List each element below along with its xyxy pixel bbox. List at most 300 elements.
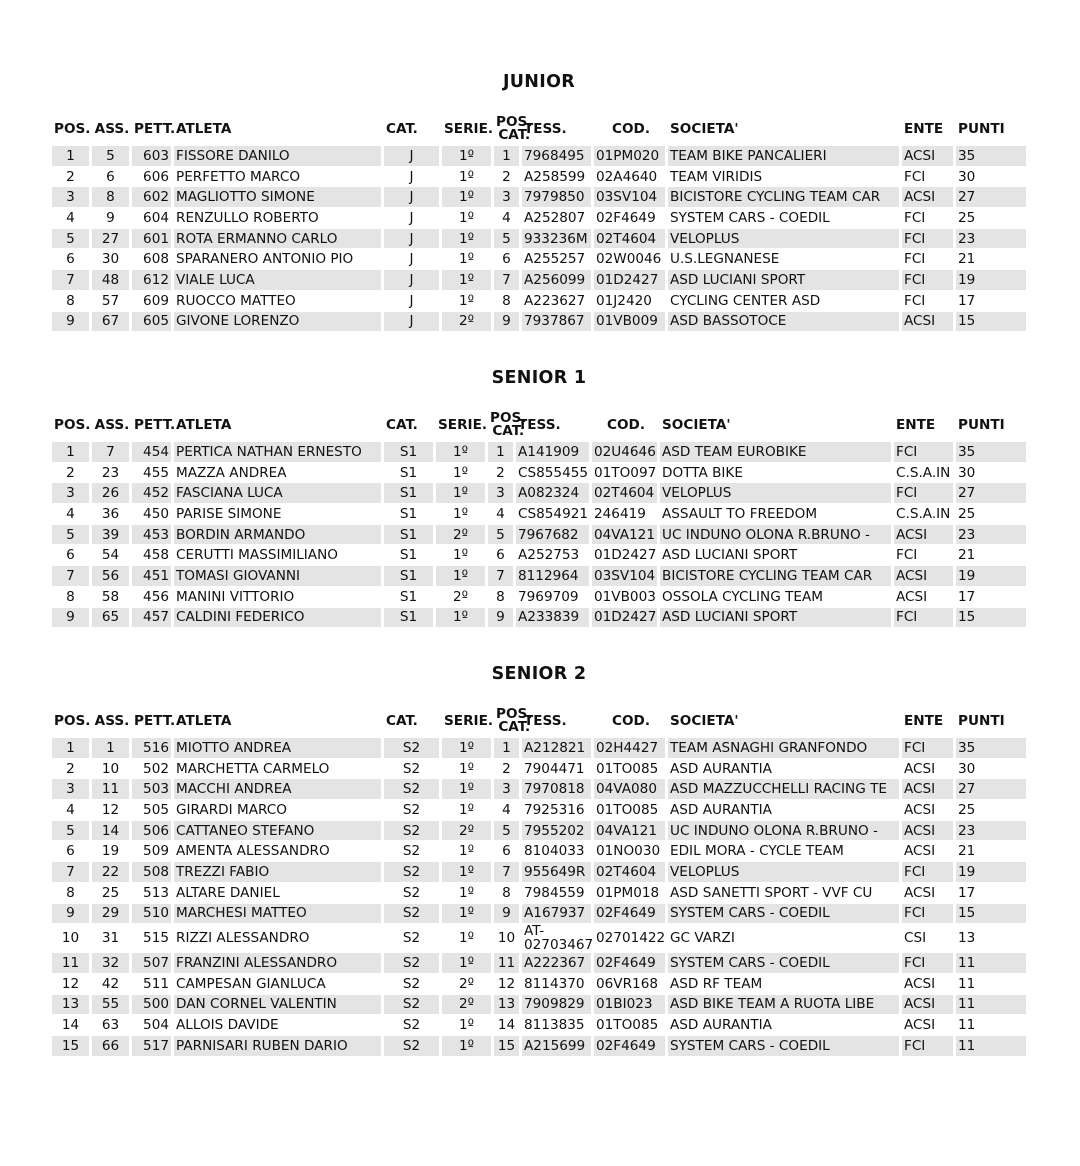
- pos-cell: 4: [52, 800, 92, 821]
- pett-cell: 506: [132, 821, 174, 842]
- serie-cell: 1º: [442, 146, 494, 167]
- punti-cell: 21: [956, 249, 1026, 270]
- punti-cell: 30: [956, 759, 1026, 780]
- punti-cell: 19: [956, 862, 1026, 883]
- table-row: [52, 759, 1026, 780]
- pos-cat-cell: 2: [494, 167, 522, 188]
- societa-cell: TEAM BIKE PANCALIERI: [668, 146, 902, 167]
- cod-cell: 01PM018: [594, 883, 668, 904]
- serie-cell: 2º: [442, 821, 494, 842]
- punti-cell: 21: [956, 545, 1026, 566]
- ass-cell: 42: [92, 974, 132, 995]
- ass-cell: 26: [92, 483, 132, 504]
- header-serie: SERIE.: [444, 121, 494, 137]
- societa-cell: VELOPLUS: [660, 483, 894, 504]
- pos-cat-cell: 8: [488, 587, 516, 608]
- pos-cell: 14: [52, 1015, 92, 1036]
- pos-cat-cell: 13: [494, 995, 522, 1016]
- atleta-cell: AMENTA ALESSANDRO: [174, 841, 384, 862]
- tess-cell: 8114370: [522, 974, 594, 995]
- punti-cell: 27: [956, 187, 1026, 208]
- pos-cat-cell: 1: [488, 442, 516, 463]
- pett-cell: 457: [132, 608, 174, 629]
- table-row: [52, 167, 1026, 188]
- table-row: [52, 862, 1026, 883]
- punti-cell: 11: [956, 953, 1026, 974]
- societa-cell: SYSTEM CARS - COEDIL: [668, 953, 902, 974]
- table-row: [52, 587, 1026, 608]
- cod-cell: 02U4646: [592, 442, 660, 463]
- atleta-cell: PARISE SIMONE: [174, 504, 384, 525]
- tess-cell: 7904471: [522, 759, 594, 780]
- header-ass: ASS.: [94, 713, 130, 729]
- header-pos-cat-line1: POS.: [496, 706, 533, 722]
- pos-cell: 2: [52, 167, 92, 188]
- societa-cell: ASD SANETTI SPORT - VVF CU: [668, 883, 902, 904]
- ass-cell: 5: [92, 146, 132, 167]
- societa-cell: SYSTEM CARS - COEDIL: [668, 904, 902, 925]
- cod-cell: 01TO085: [594, 800, 668, 821]
- punti-cell: 25: [956, 800, 1026, 821]
- ente-cell: C.S.A.IN: [894, 504, 956, 525]
- pos-cat-cell: 4: [488, 504, 516, 525]
- pett-cell: 504: [132, 1015, 174, 1036]
- header-pett: PETT.: [134, 417, 176, 433]
- ass-cell: 11: [92, 779, 132, 800]
- pos-cat-cell: 10: [494, 924, 522, 953]
- header-punti: PUNTI: [958, 417, 1005, 433]
- pos-cell: 6: [52, 249, 92, 270]
- pos-cell: 8: [52, 883, 92, 904]
- tess-cell: 8113835: [522, 1015, 594, 1036]
- punti-cell: 27: [956, 483, 1026, 504]
- pos-cat-cell: 5: [488, 525, 516, 546]
- tess-cell: 7984559: [522, 883, 594, 904]
- punti-cell: 15: [956, 608, 1026, 629]
- pett-cell: 509: [132, 841, 174, 862]
- serie-cell: 1º: [442, 1015, 494, 1036]
- pos-cell: 5: [52, 821, 92, 842]
- cat-cell: S2: [384, 759, 442, 780]
- societa-cell: ASD AURANTIA: [668, 1015, 902, 1036]
- serie-cell: 1º: [442, 229, 494, 250]
- tess-cell: A255257: [522, 249, 594, 270]
- ass-cell: 55: [92, 995, 132, 1016]
- pos-cell: 1: [52, 442, 92, 463]
- serie-cell: 1º: [442, 738, 494, 759]
- ente-cell: FCI: [902, 249, 956, 270]
- section-title: SENIOR 1: [491, 368, 587, 388]
- serie-cell: 1º: [436, 608, 488, 629]
- ente-cell: FCI: [902, 1036, 956, 1057]
- serie-cell: 1º: [442, 208, 494, 229]
- ente-cell: FCI: [902, 862, 956, 883]
- ass-cell: 57: [92, 291, 132, 312]
- pos-cat-cell: 1: [494, 738, 522, 759]
- ass-cell: 56: [92, 566, 132, 587]
- cod-cell: 01NO030: [594, 841, 668, 862]
- header-societa: SOCIETA': [662, 417, 731, 433]
- table-row: [52, 1015, 1026, 1036]
- cat-cell: S2: [384, 800, 442, 821]
- header-societa: SOCIETA': [670, 121, 739, 137]
- pos-cell: 11: [52, 953, 92, 974]
- pett-cell: 450: [132, 504, 174, 525]
- atleta-cell: CAMPESAN GIANLUCA: [174, 974, 384, 995]
- pos-cat-cell: 7: [488, 566, 516, 587]
- ente-cell: FCI: [902, 270, 956, 291]
- pos-cat-cell: 7: [494, 270, 522, 291]
- header-cod: COD.: [607, 417, 645, 433]
- societa-cell: ASD AURANTIA: [668, 800, 902, 821]
- header-cat: CAT.: [386, 121, 418, 137]
- cat-cell: S2: [384, 738, 442, 759]
- ass-cell: 31: [92, 924, 132, 953]
- pos-cat-cell: 4: [494, 800, 522, 821]
- table-row: [52, 270, 1026, 291]
- results-table: [52, 408, 1026, 628]
- pos-cat-cell: 3: [494, 779, 522, 800]
- header-ente: ENTE: [904, 121, 944, 137]
- header-tess: TESS.: [524, 713, 567, 729]
- pos-cell: 5: [52, 525, 92, 546]
- tess-cell: 8112964: [516, 566, 592, 587]
- cat-cell: S2: [384, 904, 442, 925]
- ass-cell: 19: [92, 841, 132, 862]
- ente-cell: FCI: [902, 953, 956, 974]
- societa-cell: EDIL MORA - CYCLE TEAM: [668, 841, 902, 862]
- ente-cell: ACSI: [902, 841, 956, 862]
- societa-cell: ASD TEAM EUROBIKE: [660, 442, 894, 463]
- ass-cell: 48: [92, 270, 132, 291]
- cat-cell: J: [384, 146, 442, 167]
- pos-cell: 9: [52, 312, 92, 333]
- table-row: [52, 291, 1026, 312]
- atleta-cell: VIALE LUCA: [174, 270, 384, 291]
- pos-cat-cell: 4: [494, 208, 522, 229]
- ass-cell: 36: [92, 504, 132, 525]
- ass-cell: 14: [92, 821, 132, 842]
- pett-cell: 513: [132, 883, 174, 904]
- ass-cell: 7: [92, 442, 132, 463]
- cat-cell: S1: [384, 608, 436, 629]
- pett-cell: 452: [132, 483, 174, 504]
- pos-cell: 7: [52, 862, 92, 883]
- pos-cell: 9: [52, 608, 92, 629]
- ass-cell: 32: [92, 953, 132, 974]
- punti-cell: 13: [956, 924, 1026, 953]
- pett-cell: 608: [132, 249, 174, 270]
- header-pos-cat: [494, 704, 533, 738]
- pett-cell: 505: [132, 800, 174, 821]
- pett-cell: 612: [132, 270, 174, 291]
- table-row: [52, 953, 1026, 974]
- societa-cell: ASD BIKE TEAM A RUOTA LIBE: [668, 995, 902, 1016]
- societa-cell: VELOPLUS: [668, 862, 902, 883]
- atleta-cell: FISSORE DANILO: [174, 146, 384, 167]
- ente-cell: FCI: [902, 904, 956, 925]
- serie-cell: 1º: [442, 924, 494, 953]
- atleta-cell: MAGLIOTTO SIMONE: [174, 187, 384, 208]
- cat-cell: S1: [384, 525, 436, 546]
- serie-cell: 1º: [442, 759, 494, 780]
- header-atleta: ATLETA: [176, 713, 232, 729]
- serie-cell: 1º: [436, 504, 488, 525]
- pos-cell: 13: [52, 995, 92, 1016]
- pett-cell: 451: [132, 566, 174, 587]
- tess-cell: A167937: [522, 904, 594, 925]
- cod-cell: 02T4604: [594, 229, 668, 250]
- cat-cell: S2: [384, 841, 442, 862]
- ente-cell: FCI: [902, 208, 956, 229]
- atleta-cell: DAN CORNEL VALENTIN: [174, 995, 384, 1016]
- table-row: [52, 800, 1026, 821]
- header-punti: PUNTI: [958, 713, 1005, 729]
- cod-cell: 01VB009: [594, 312, 668, 333]
- pos-cat-cell: 3: [488, 483, 516, 504]
- atleta-cell: MARCHETTA CARMELO: [174, 759, 384, 780]
- tess-cell: 7925316: [522, 800, 594, 821]
- ass-cell: 63: [92, 1015, 132, 1036]
- pett-cell: 609: [132, 291, 174, 312]
- punti-cell: 17: [956, 587, 1026, 608]
- tess-cell: [522, 924, 594, 953]
- cod-cell: 02H4427: [594, 738, 668, 759]
- table-row: [52, 924, 1026, 953]
- serie-cell: 1º: [442, 841, 494, 862]
- header-tess: TESS.: [518, 417, 561, 433]
- tess-cell: 7979850: [522, 187, 594, 208]
- ente-cell: ACSI: [902, 974, 956, 995]
- cat-cell: S2: [384, 1036, 442, 1057]
- cod-cell: 01D2427: [592, 545, 660, 566]
- serie-cell: 2º: [442, 312, 494, 333]
- pos-cell: 9: [52, 904, 92, 925]
- table-row: [52, 312, 1026, 333]
- ente-cell: FCI: [902, 229, 956, 250]
- ente-cell: ACSI: [902, 883, 956, 904]
- punti-cell: 23: [956, 525, 1026, 546]
- cat-cell: S2: [384, 924, 442, 953]
- cod-cell: 02T4604: [592, 483, 660, 504]
- table-row: [52, 608, 1026, 629]
- ente-cell: ACSI: [894, 566, 956, 587]
- ass-cell: 10: [92, 759, 132, 780]
- pos-cat-cell: 15: [494, 1036, 522, 1057]
- ente-cell: ACSI: [902, 312, 956, 333]
- pos-cell: 2: [52, 759, 92, 780]
- punti-cell: 30: [956, 463, 1026, 484]
- ass-cell: 39: [92, 525, 132, 546]
- pett-cell: 507: [132, 953, 174, 974]
- cod-cell: 02T4604: [594, 862, 668, 883]
- societa-cell: ASD MAZZUCCHELLI RACING TE: [668, 779, 902, 800]
- punti-cell: 17: [956, 291, 1026, 312]
- pett-cell: 453: [132, 525, 174, 546]
- serie-cell: 2º: [442, 974, 494, 995]
- header-cat: CAT.: [386, 417, 418, 433]
- serie-cell: 1º: [442, 953, 494, 974]
- header-row: [52, 112, 1026, 146]
- table-row: [52, 208, 1026, 229]
- pos-cell: 15: [52, 1036, 92, 1057]
- societa-cell: OSSOLA CYCLING TEAM: [660, 587, 894, 608]
- atleta-cell: TREZZI FABIO: [174, 862, 384, 883]
- ass-cell: 30: [92, 249, 132, 270]
- tess-cell: 7909829: [522, 995, 594, 1016]
- serie-cell: 1º: [436, 545, 488, 566]
- pos-cell: 8: [52, 291, 92, 312]
- punti-cell: 17: [956, 883, 1026, 904]
- societa-cell: ASD RF TEAM: [668, 974, 902, 995]
- pos-cell: 7: [52, 270, 92, 291]
- pos-cat-cell: 2: [488, 463, 516, 484]
- cat-cell: S2: [384, 1015, 442, 1036]
- pett-cell: 605: [132, 312, 174, 333]
- pett-cell: 511: [132, 974, 174, 995]
- pos-cat-cell: 3: [494, 187, 522, 208]
- cod-cell: 02A4640: [594, 167, 668, 188]
- societa-cell: ASD LUCIANI SPORT: [660, 608, 894, 629]
- punti-cell: 35: [956, 738, 1026, 759]
- header-row: [52, 704, 1026, 738]
- societa-cell: ASSAULT TO FREEDOM: [660, 504, 894, 525]
- table-row: [52, 566, 1026, 587]
- table-row: [52, 841, 1026, 862]
- cat-cell: J: [384, 167, 442, 188]
- cod-cell: 01PM020: [594, 146, 668, 167]
- tess-cell: 8104033: [522, 841, 594, 862]
- cat-cell: S1: [384, 483, 436, 504]
- pett-cell: 601: [132, 229, 174, 250]
- pos-cat-cell: 5: [494, 821, 522, 842]
- header-ente: ENTE: [896, 417, 936, 433]
- atleta-cell: RENZULLO ROBERTO: [174, 208, 384, 229]
- punti-cell: 23: [956, 821, 1026, 842]
- tess-cell: A215699: [522, 1036, 594, 1057]
- punti-cell: 15: [956, 312, 1026, 333]
- serie-cell: 2º: [436, 525, 488, 546]
- atleta-cell: MAZZA ANDREA: [174, 463, 384, 484]
- cod-cell: 02701422: [594, 924, 668, 953]
- cod-cell: 04VA080: [594, 779, 668, 800]
- tess-cell: 7970818: [522, 779, 594, 800]
- cod-cell: 02F4649: [594, 208, 668, 229]
- pett-cell: 606: [132, 167, 174, 188]
- pos-cell: 6: [52, 841, 92, 862]
- pos-cell: 6: [52, 545, 92, 566]
- punti-cell: 11: [956, 995, 1026, 1016]
- pett-cell: 503: [132, 779, 174, 800]
- pos-cell: 3: [52, 187, 92, 208]
- table-row: [52, 904, 1026, 925]
- pos-cat-cell: 5: [494, 229, 522, 250]
- pos-cat-cell: 8: [494, 291, 522, 312]
- serie-cell: 1º: [442, 249, 494, 270]
- ente-cell: ACSI: [902, 800, 956, 821]
- serie-cell: 1º: [442, 270, 494, 291]
- table-row: [52, 883, 1026, 904]
- punti-cell: 21: [956, 841, 1026, 862]
- tess-cell: A252753: [516, 545, 592, 566]
- tess-cell-line: 02703467: [524, 937, 594, 954]
- ente-cell: FCI: [894, 483, 956, 504]
- table-row: [52, 483, 1026, 504]
- punti-cell: 30: [956, 167, 1026, 188]
- header-cod: COD.: [612, 713, 650, 729]
- section-title: JUNIOR: [502, 72, 576, 92]
- cat-cell: S2: [384, 974, 442, 995]
- cat-cell: J: [384, 312, 442, 333]
- cat-cell: J: [384, 291, 442, 312]
- pett-cell: 500: [132, 995, 174, 1016]
- atleta-cell: MARCHESI MATTEO: [174, 904, 384, 925]
- ente-cell: FCI: [902, 167, 956, 188]
- societa-cell: ASD BASSOTOCE: [668, 312, 902, 333]
- atleta-cell: TOMASI GIOVANNI: [174, 566, 384, 587]
- pos-cell: 10: [52, 924, 92, 953]
- pett-cell: 458: [132, 545, 174, 566]
- header-atleta: ATLETA: [176, 121, 232, 137]
- tess-cell: CS854921: [516, 504, 592, 525]
- ass-cell: 22: [92, 862, 132, 883]
- atleta-cell: MANINI VITTORIO: [174, 587, 384, 608]
- table-row: [52, 463, 1026, 484]
- pett-cell: 455: [132, 463, 174, 484]
- pett-cell: 603: [132, 146, 174, 167]
- societa-cell: UC INDUNO OLONA R.BRUNO -: [660, 525, 894, 546]
- cat-cell: J: [384, 229, 442, 250]
- serie-cell: 1º: [436, 483, 488, 504]
- societa-cell: GC VARZI: [668, 924, 902, 953]
- tess-cell: A212821: [522, 738, 594, 759]
- pos-cell: 7: [52, 566, 92, 587]
- serie-cell: 1º: [442, 904, 494, 925]
- header-pos-cat: [488, 408, 527, 442]
- serie-cell: 1º: [442, 862, 494, 883]
- atleta-cell: RIZZI ALESSANDRO: [174, 924, 384, 953]
- pos-cat-cell: 6: [488, 545, 516, 566]
- atleta-cell: CERUTTI MASSIMILIANO: [174, 545, 384, 566]
- societa-cell: U.S.LEGNANESE: [668, 249, 902, 270]
- tess-cell: A082324: [516, 483, 592, 504]
- societa-cell: TEAM ASNAGHI GRANFONDO: [668, 738, 902, 759]
- pett-cell: 502: [132, 759, 174, 780]
- ente-cell: FCI: [902, 291, 956, 312]
- punti-cell: 19: [956, 270, 1026, 291]
- pos-cell: 1: [52, 146, 92, 167]
- punti-cell: 25: [956, 208, 1026, 229]
- cod-cell: 01TO085: [594, 759, 668, 780]
- ass-cell: 6: [92, 167, 132, 188]
- societa-cell: ASD AURANTIA: [668, 759, 902, 780]
- atleta-cell: PERTICA NATHAN ERNESTO: [174, 442, 384, 463]
- tess-cell: A258599: [522, 167, 594, 188]
- header-ente: ENTE: [904, 713, 944, 729]
- cat-cell: S1: [384, 545, 436, 566]
- atleta-cell: ALLOIS DAVIDE: [174, 1015, 384, 1036]
- atleta-cell: PERFETTO MARCO: [174, 167, 384, 188]
- header-pos: POS.: [54, 713, 91, 729]
- tess-cell-line: AT-: [524, 923, 545, 940]
- serie-cell: 1º: [442, 167, 494, 188]
- serie-cell: 1º: [442, 883, 494, 904]
- cod-cell: 06VR168: [594, 974, 668, 995]
- societa-cell: DOTTA BIKE: [660, 463, 894, 484]
- atleta-cell: MACCHI ANDREA: [174, 779, 384, 800]
- header-cat: CAT.: [386, 713, 418, 729]
- tess-cell: 7937867: [522, 312, 594, 333]
